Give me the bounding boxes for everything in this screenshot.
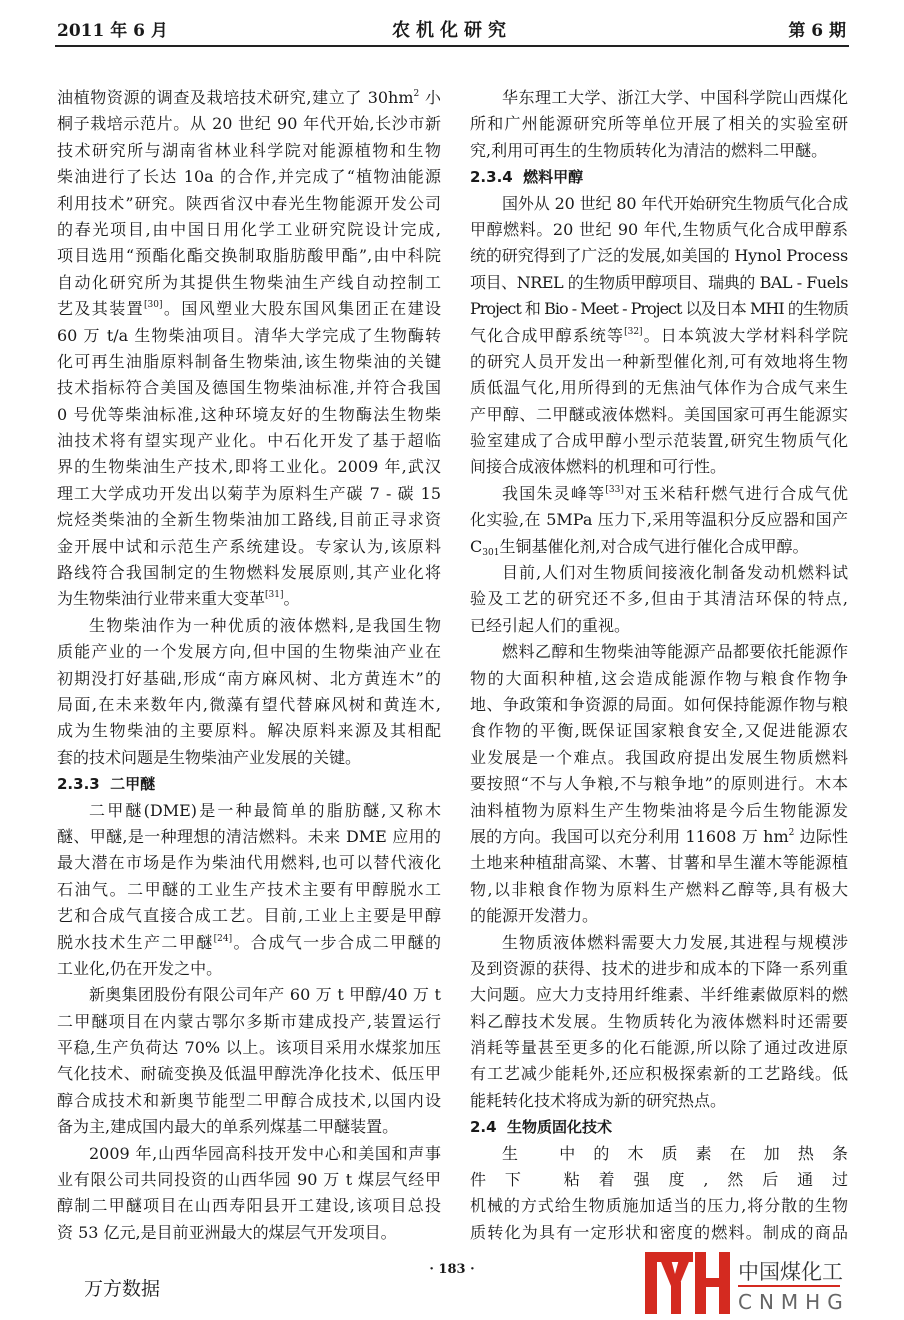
superscript: [33]	[605, 484, 624, 495]
right-column	[470, 85, 848, 1246]
text-line: 华东理工大学、浙江大学、中国科学院山西煤化	[502, 88, 848, 107]
text-line: 二甲醚项目在内蒙古鄂尔多斯市建成投产,装置运行	[57, 1011, 441, 1031]
section-heading: 2.3.3 二甲醚	[57, 775, 156, 794]
text-line: 路线符合我国制定的生物燃料发展原则,其产业化将	[57, 563, 441, 583]
paragraph	[470, 639, 848, 929]
paragraph	[57, 982, 441, 1140]
superscript: [30]	[144, 300, 163, 311]
text-line: 地、争政策和争资源的局面。如何保持能源作物与粮	[470, 694, 848, 714]
watermark-underline	[738, 1285, 840, 1287]
text-line: 大问题。应大力支持用纤维素、半纤维素做原料的燃	[470, 985, 848, 1005]
text-line: 目前,人们对生物质间接液化制备发动机燃料试	[502, 563, 848, 583]
text-line: 间接合成液体燃料的机理和可行性。	[470, 457, 727, 477]
text-line: 项目、NREL 的生物质甲醇项目、瑞典的 BAL - Fuels	[470, 272, 848, 292]
paragraph	[470, 191, 848, 481]
text-line: 有工艺减少能耗外,还应积极探索新的工艺路线。低	[470, 1064, 848, 1084]
superscript: [24]	[213, 933, 233, 944]
text-line: 备为主,建成国内最大的单系列煤基二甲醚装置。	[57, 1117, 399, 1137]
text-line: 业有限公司共同投资的山西华园 90 万 t 煤层气经甲	[57, 1170, 441, 1190]
text-line: 化实验,在 5MPa 压力下,采用等温积分反应器和国产	[470, 510, 848, 530]
text-line: 所和广州能源研究所等单位开展了相关的实验室研	[470, 114, 848, 134]
superscript: 2	[788, 827, 795, 838]
text-line: 生物质液体燃料需要大力发展,其进程与规模涉	[502, 932, 848, 952]
page-number: · 183 ·	[429, 1262, 475, 1277]
text-line: 物的大面积种植,这会造成能源作物与粮食作物争	[470, 668, 848, 688]
text-line: 业发展是一个难点。我国政府提出发展生物质燃料	[470, 747, 848, 767]
text-line: 料乙醇技术发展。生物质转化为液体燃料时还需要	[470, 1011, 848, 1031]
text-line: 界的生物柴油生产技术,即将工业化。2009 年,武汉	[57, 457, 441, 477]
text-line: 气化技术、耐硫变换及低温甲醇洗净化技术、低压甲	[57, 1064, 441, 1084]
text-line: 技术指标符合美国及德国生物柴油标准,并符合我国	[57, 378, 441, 398]
text-line: 食作物的平衡,既保证国家粮食安全,又促进能源农	[470, 721, 848, 741]
section-heading: 2.4 生物质固化技术	[470, 1118, 613, 1137]
left-column	[57, 85, 441, 1246]
paragraph	[470, 1141, 848, 1247]
text-line: 醇制二甲醚项目在山西寿阳县开工建设,该项目总投	[57, 1196, 441, 1216]
watermark-name-en: CNMHG	[738, 1290, 850, 1314]
subscript: 301	[482, 547, 500, 558]
text-line: 及到资源的获得、技术的进步和成本的下降一系列重	[470, 958, 848, 978]
text-line: 技术研究所与湖南省林业科学院对能源植物和生物	[57, 140, 441, 160]
text-line: 气化合成甲醇系统等[32]。日本筑波大学材料科学院	[470, 325, 848, 345]
text-line: 究,利用可再生的生物质转化为清洁的燃料二甲醚。	[470, 140, 828, 160]
text-line: 机械的方式给生物质施加适当的压力,将分散的生物	[470, 1196, 848, 1216]
text-line: 局面,在未来数年内,微藻有望代替麻风树和黄连木,	[57, 694, 441, 714]
journal-title: 农机化研究	[392, 20, 512, 41]
text-line: 验及工艺的研究还不多,但由于其清洁环保的特点,	[470, 589, 848, 609]
text-line: 我国朱灵峰等[33]对玉米秸秆燃气进行合成气优	[502, 483, 848, 503]
text-line: 件下 粘着强度,然后通过	[470, 1170, 848, 1190]
watermark	[640, 1252, 850, 1318]
source-label: 万方数据	[84, 1278, 161, 1300]
text-line: 工业化,仍在开发之中。	[57, 958, 223, 978]
paragraph	[470, 930, 848, 1115]
superscript: [32]	[624, 326, 643, 337]
paragraph	[57, 85, 441, 613]
text-line: 油植物资源的调查及栽培技术研究,建立了 $30hm^2$ 小	[57, 88, 441, 107]
text-line: 生物柴油作为一种优质的液体燃料,是我国生物	[89, 615, 441, 635]
text-line: 的能源开发潜力。	[470, 906, 599, 926]
superscript: 2	[413, 89, 420, 99]
text-line: 油料植物为原料生产生物柴油将是今后生物能源发	[470, 800, 848, 820]
text-line: 初期没打好基础,形成“南方麻风树、北方黄连木”的	[57, 668, 441, 688]
paragraph	[57, 798, 441, 983]
text-line: 生 中的木质素在加热条	[502, 1143, 848, 1163]
text-line: 成为生物柴油的主要原料。解决原料来源及其相配	[57, 721, 441, 741]
text-line: 统的研究得到了广泛的发展,如美国的 Hynol Process	[470, 246, 848, 266]
text-line: 质低温气化,用所得到的无焦油气体作为合成气来生	[470, 378, 848, 398]
text-line: 烷烃类柴油的全新生物柴油加工路线,目前正寻求资	[57, 510, 441, 530]
text-line: 艺及其装置[30]。国风塑业大股东国风集团正在建设	[57, 299, 441, 319]
text-line: 质转化为具有一定形状和密度的燃料。制成的商品	[470, 1222, 848, 1242]
text-line: $C_{301}$生铜基催化剂,对合成气进行催化合成甲醇。	[470, 536, 809, 558]
paragraph	[470, 85, 848, 164]
text-line: 金开展中试和示范生产系统建设。专家认为,该原料	[57, 536, 441, 556]
text-line: 展的方向。我国可以充分利用 11608 万 $hm^2$ 边际性	[470, 826, 848, 846]
text-line: 国外从 20 世纪 80 年代开始研究生物质气化合成	[502, 193, 848, 213]
text-line: 能耗转化技术将成为新的研究热点。	[470, 1090, 727, 1110]
text-line: 桐子栽培示范片。从 20 世纪 90 年代开始,长沙市新	[57, 114, 441, 134]
text-line: 利用技术”研究。陕西省汉中春光生物能源开发公司	[57, 193, 441, 213]
text-line: 套的技术问题是生物柴油产业发展的关键。	[57, 747, 362, 767]
text-line: 已经引起人们的重视。	[470, 615, 631, 635]
text-line: 的春光项目,由中国日用化学工业研究院设计完成,	[57, 219, 441, 239]
text-line: 石油气。二甲醚的工业生产技术主要有甲醇脱水工	[57, 879, 441, 899]
text-line: 理工大学成功开发出以菊芋为原料生产碳 7 - 碳 15	[57, 483, 441, 503]
text-line: 验室建成了合成甲醇小型示范装置,研究生物质气化	[470, 431, 848, 451]
text-line: Project 和 Bio - Meet - Project 以及日本 MHI 的生物质	[470, 299, 848, 319]
text-line: 二甲醚(DME)是一种最简单的脂肪醚,又称木	[89, 800, 441, 820]
superscript: [31]	[265, 590, 284, 601]
text-line: 土地来种植甜高粱、木薯、甘薯和旱生灌木等能源植	[470, 853, 848, 873]
text-line: 物,以非粮食作物为原料生产燃料乙醇等,具有极大	[470, 879, 848, 899]
text-line: 油技术将有望实现产业化。中石化开发了基于超临	[57, 431, 441, 451]
text-line: 最大潜在市场是作为柴油代用燃料,也可以替代液化	[57, 853, 441, 873]
text-line: 艺和合成气直接合成工艺。目前,工业上主要是甲醇	[57, 906, 441, 926]
text-line: 燃料乙醇和生物柴油等能源产品都要依托能源作	[502, 642, 848, 662]
section-heading: 2.3.4 燃料甲醇	[470, 168, 584, 187]
text-line: 醇合成技术和新奥节能型二甲醇合成技术,以国内设	[57, 1090, 441, 1110]
text-line: 新奥集团股份有限公司年产 60 万 t 甲醇/40 万 t	[89, 985, 441, 1005]
text-line: 资 53 亿元,是目前亚洲最大的煤层气开发项目。	[57, 1222, 397, 1242]
header-issue: 第 6 期	[788, 21, 846, 41]
text-line: 脱水技术生产二甲醚[24]。合成气一步合成二甲醚的	[57, 932, 441, 952]
header-date: 2011 年 6 月	[57, 21, 168, 41]
text-line: 0 号优等柴油标准,这种环境友好的生物酶法生物柴	[57, 404, 441, 424]
text-line: 质能产业的一个发展方向,但中国的生物柴油产业在	[57, 642, 441, 662]
text-line: 项目选用“预酯化酯交换制取脂肪酸甲酯”,由中科院	[57, 246, 441, 266]
text-line: 甲醇燃料。20 世纪 90 年代,生物质气化合成甲醇系	[470, 219, 848, 239]
text-line: 产甲醇、二甲醚或液体燃料。美国国家可再生能源实	[470, 404, 848, 424]
watermark-logo-icon	[645, 1252, 731, 1314]
paragraph	[57, 613, 441, 771]
paragraph	[470, 481, 848, 560]
text-line: 为生物柴油行业带来重大变革[31]。	[57, 589, 300, 609]
watermark-name-cn: 中国煤化工	[738, 1260, 843, 1284]
text-line: 醚、甲醚,是一种理想的清洁燃料。未来 DME 应用的	[57, 826, 441, 846]
text-line: 60 万 t/a 生物柴油项目。清华大学完成了生物酶转	[57, 325, 441, 345]
paragraph	[470, 560, 848, 639]
header-rule	[55, 45, 849, 47]
text-line: 要按照“不与人争粮,不与粮争地”的原则进行。木本	[470, 774, 848, 794]
text-line: 消耗等量甚至更多的化石能源,所以除了通过改进原	[470, 1038, 848, 1058]
paragraph	[57, 1141, 441, 1247]
text-line: 自动化研究所为其提供生物柴油生产线自动控制工	[57, 272, 441, 292]
text-line: 柴油进行了长达 10a 的合作,并完成了“植物油能源	[57, 167, 441, 187]
text-line: 平稳,生产负荷达 70% 以上。该项目采用水煤浆加压	[57, 1038, 441, 1058]
text-line: 的研究人员开发出一种新型催化剂,可有效地将生物	[470, 351, 848, 371]
text-line: 化可再生油脂原料制备生物柴油,该生物柴油的关键	[57, 351, 441, 371]
text-line: 2009 年,山西华园高科技开发中心和美国和声事	[89, 1143, 441, 1163]
